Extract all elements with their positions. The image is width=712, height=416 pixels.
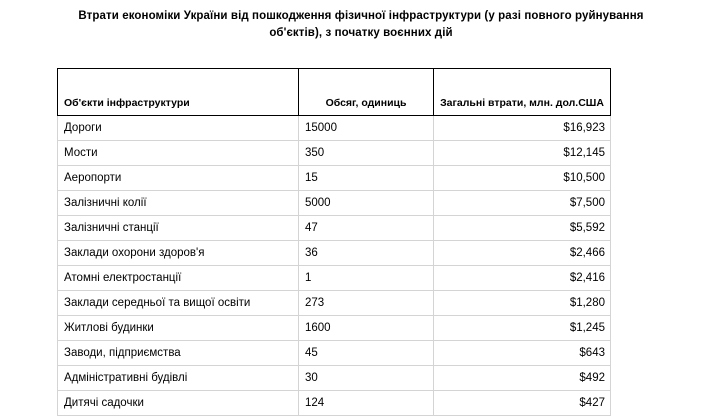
infrastructure-losses-table <box>57 68 611 416</box>
cell-object: Заклади середньої та вищої освіти <box>58 291 299 316</box>
cell-object: Залізничні станції <box>58 216 299 241</box>
table-row <box>58 216 611 241</box>
cell-quantity: 36 <box>299 241 434 266</box>
cell-quantity: 15000 <box>299 116 434 141</box>
cell-object: Залізничні колії <box>58 191 299 216</box>
table-header <box>58 69 611 116</box>
page-title-line-1: Втрати економіки України від пошкодження фізичної інфраструктури (у разі повного руйнування об'єктів), з <box>78 10 644 39</box>
cell-total-loss: $5,592 <box>434 216 611 241</box>
cell-quantity: 273 <box>299 291 434 316</box>
cell-total-loss: $2,416 <box>434 266 611 291</box>
cell-total-loss: $492 <box>434 366 611 391</box>
table-row <box>58 116 611 141</box>
column-header-total-loss: Загальні втрати, млн. дол.США <box>434 69 611 116</box>
cell-quantity: 1600 <box>299 316 434 341</box>
table-row <box>58 341 611 366</box>
cell-object: Мости <box>58 141 299 166</box>
cell-object: Заводи, підприємства <box>58 341 299 366</box>
table-header-row <box>58 69 611 116</box>
cell-total-loss: $10,500 <box>434 166 611 191</box>
table-row <box>58 366 611 391</box>
table-row <box>58 241 611 266</box>
cell-quantity: 15 <box>299 166 434 191</box>
cell-quantity: 30 <box>299 366 434 391</box>
cell-quantity: 1 <box>299 266 434 291</box>
cell-total-loss: $427 <box>434 391 611 416</box>
table-row <box>58 166 611 191</box>
cell-object: Атомні електростанції <box>58 266 299 291</box>
column-header-object: Об'єкти інфраструктури <box>58 69 299 116</box>
page-title <box>57 8 665 42</box>
cell-object: Житлові будинки <box>58 316 299 341</box>
cell-object: Аеропорти <box>58 166 299 191</box>
cell-object: Адміністративні будівлі <box>58 366 299 391</box>
cell-total-loss: $1,280 <box>434 291 611 316</box>
cell-quantity: 45 <box>299 341 434 366</box>
table-row <box>58 391 611 416</box>
cell-total-loss: $643 <box>434 341 611 366</box>
cell-total-loss: $2,466 <box>434 241 611 266</box>
cell-quantity: 124 <box>299 391 434 416</box>
column-header-quantity: Обсяг, одиниць <box>299 69 434 116</box>
cell-total-loss: $16,923 <box>434 116 611 141</box>
cell-object: Заклади охорони здоров'я <box>58 241 299 266</box>
table-body <box>58 116 611 416</box>
table-row <box>58 291 611 316</box>
table-row <box>58 266 611 291</box>
infrastructure-losses-table-container <box>57 68 610 416</box>
cell-quantity: 47 <box>299 216 434 241</box>
cell-total-loss: $1,245 <box>434 316 611 341</box>
table-row <box>58 316 611 341</box>
page-title-line-2: початку воєнних дій <box>334 27 453 39</box>
cell-total-loss: $12,145 <box>434 141 611 166</box>
cell-total-loss: $7,500 <box>434 191 611 216</box>
table-row <box>58 191 611 216</box>
table-row <box>58 141 611 166</box>
cell-object: Дороги <box>58 116 299 141</box>
cell-object: Дитячі садочки <box>58 391 299 416</box>
cell-quantity: 350 <box>299 141 434 166</box>
cell-quantity: 5000 <box>299 191 434 216</box>
